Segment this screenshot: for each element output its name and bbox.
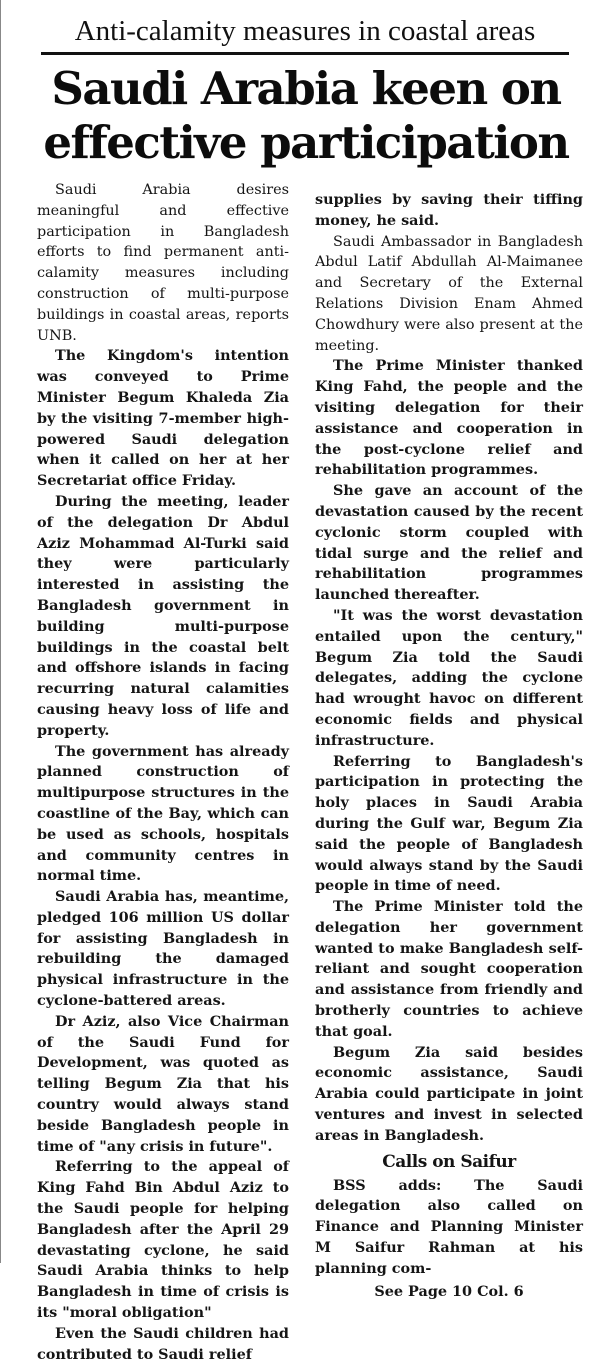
headline-line-2: effective participation — [43, 116, 569, 169]
paragraph: "It was the worst devastation entailed upon the century," Begum Zia told the Saudi delegates, adding the cyclone had wrought havoc on different economic fields and physical infrastructure. — [315, 606, 583, 749]
continuation-line: See Page 10 Col. 6 — [374, 1282, 524, 1300]
headline — [21, 62, 591, 170]
paragraph: During the meeting, leader of the delegation Dr Abdul Aziz Mohammad Al-Turki said they were particularly interested in assisting the Bangladesh government in building multi-purpose buildings in the coastal belt and offshore islands in facing recurring natural calamities causing heavy loss of life and property. — [37, 492, 289, 739]
paragraph: The Prime Minister told the delegation her government wanted to make Bangladesh self-reliant and sought cooperation and assistance from friendly and brotherly countries to achieve that goal. — [315, 898, 583, 1040]
paragraph: She gave an account of the devastation caused by the recent cyclonic storm coupled with tidal surge and the relief and rehabilitation programmes launched thereafter. — [315, 482, 583, 604]
paragraph: Even the Saudi children had contributed to Saudi relief — [37, 1324, 289, 1363]
paragraph: Dr Aziz, also Vice Chairman of the Saudi Fund for Development, was quoted as telling Begum Zia that his country would always stand beside Bangladesh people in time of "any crisis in future". — [37, 1012, 289, 1155]
paragraph: Saudi Arabia has, meantime, pledged 106 million US dollar for assisting Bangladesh in rebuilding the damaged physical infrastructure in the cyclone-battered areas. — [37, 888, 289, 1010]
column-gutter — [301, 188, 302, 1248]
paragraph: The Prime Minister thanked King Fahd, the people and the visiting delegation for their assistance and cooperation in the post-cyclone relief and rehabilitation programmes. — [315, 357, 583, 479]
kicker-rule — [41, 52, 569, 55]
paragraph: supplies by saving their tiffing money, he said. — [315, 191, 583, 229]
paragraph: Saudi Ambassador in Bangladesh Abdul Latif Abdullah Al-Maimanee and Secretary of the External Relations Division Enam Ahmed Chowdhury were also present at the meeting. — [315, 233, 583, 354]
headline-line-1: Saudi Arabia keen on — [51, 62, 561, 115]
paragraph: Begum Zia said besides economic assistance, Saudi Arabia could participate in joint ventures and invest in selected areas in Bangladesh. — [315, 1043, 583, 1144]
paragraph: Saudi Arabia desires meaningful and effective participation in Bangladesh efforts to find permanent anti-calamity measures including construction of multi-purpose buildings in coastal areas, reports UNB. — [37, 182, 289, 344]
paragraph: The government has already planned construction of multipurpose structures in the coastline of the Bay, which can be used as schools, hospitals and community centres in normal time. — [37, 742, 289, 885]
kicker: Anti-calamity measures in coastal areas — [74, 15, 536, 47]
paragraph: The Kingdom's intention was conveyed to Prime Minister Begum Khaleda Zia by the visiting 7-member high-powered Saudi delegation when it called on her at her Secretariat office Friday. — [37, 347, 289, 490]
paragraph: Referring to Bangladesh's participation in protecting the holy places in Saudi Arabia during the Gulf war, Begum Zia said the people of Bangladesh would always stand by the Saudi people in time of need. — [315, 752, 583, 895]
paragraph: Referring to the appeal of King Fahd Bin Abdul Aziz to the Saudi people for helping Bangladesh after the April 29 devastating cyclone, he said Saudi Arabia thinks to help Bangladesh in time of crisis is its "moral obligation" — [37, 1158, 289, 1322]
right-column — [315, 190, 583, 1302]
subhead: Calls on Saifur — [382, 1151, 516, 1172]
paragraph: BSS adds: The Saudi delegation also called on Finance and Planning Minister M Saifur Rahman at his planning com- — [315, 1176, 583, 1277]
left-column — [37, 180, 289, 1365]
